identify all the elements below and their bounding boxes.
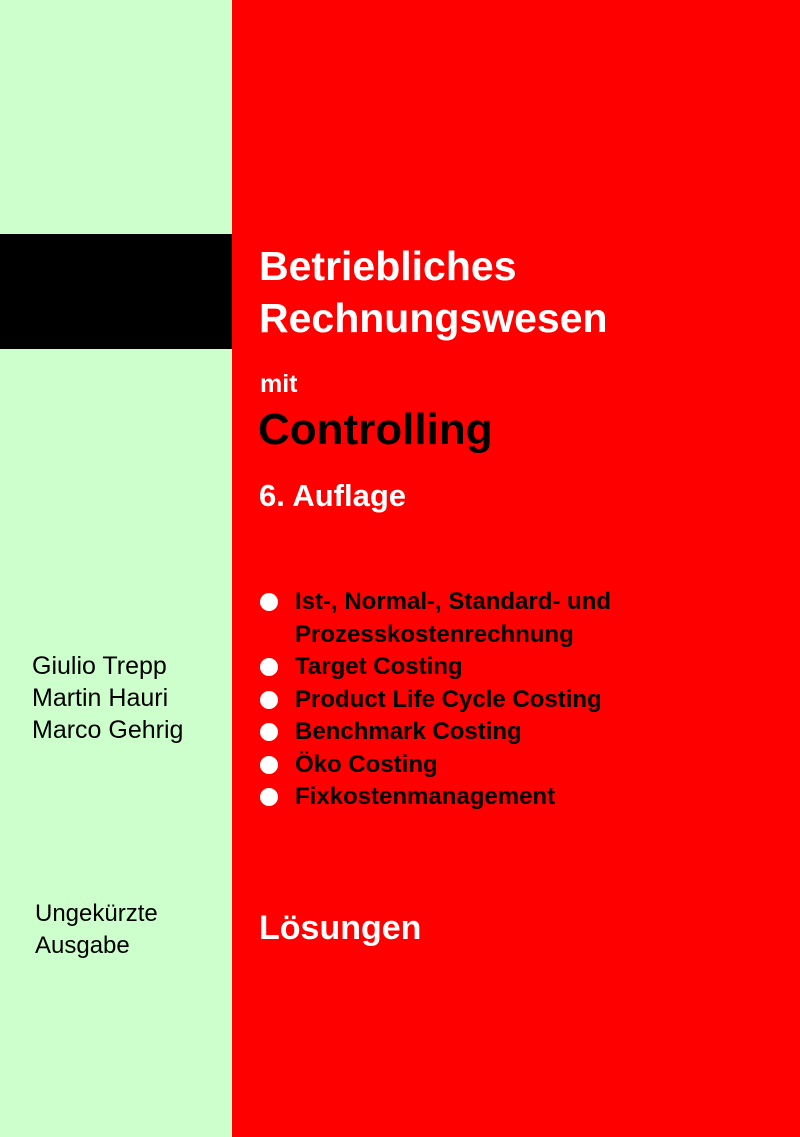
title-connector: mit: [260, 370, 298, 398]
right-panel: [232, 0, 800, 1137]
topic-label: Product Life Cycle Costing: [295, 685, 602, 713]
topic-item: [260, 684, 611, 717]
edition-label: 6. Auflage: [259, 478, 406, 513]
author-name: Martin Hauri: [32, 684, 169, 712]
title-line-1: Betriebliches: [259, 243, 517, 289]
topic-label: Ist-, Normal-, Standard- und: [295, 588, 612, 615]
edition-note: [35, 898, 158, 962]
topic-item: [260, 651, 611, 684]
author-name: Marco Gehrig: [32, 716, 184, 744]
topic-label: Benchmark Costing: [295, 718, 522, 745]
topic-item: [260, 781, 611, 814]
bullet-icon: [260, 723, 278, 741]
subject-title: Controlling: [258, 405, 493, 454]
edition-note-line-1: Ungekürzte: [35, 900, 158, 927]
topic-list: [260, 586, 611, 814]
volume-label: Lösungen: [259, 909, 422, 947]
author-name: Giulio Trepp: [32, 652, 167, 680]
topic-label: Öko Costing: [295, 750, 438, 778]
bullet-icon: [260, 593, 278, 611]
edition-note-line-2: Ausgabe: [35, 932, 130, 959]
author-list: [32, 650, 183, 746]
topic-item: [260, 586, 611, 651]
book-title: [259, 240, 608, 344]
topic-item: [260, 749, 611, 782]
left-panel: [0, 0, 232, 1137]
bullet-icon: [260, 756, 278, 774]
bullet-icon: [260, 691, 278, 709]
topic-label-continued: Prozesskostenrechnung: [295, 620, 574, 648]
title-line-2: Rechnungswesen: [259, 295, 608, 341]
bullet-icon: [260, 788, 278, 806]
topic-item: [260, 716, 611, 749]
black-bar: [0, 234, 232, 349]
topic-label: Fixkostenmanagement: [295, 783, 556, 810]
bullet-icon: [260, 658, 278, 676]
topic-label: Target Costing: [295, 653, 463, 680]
